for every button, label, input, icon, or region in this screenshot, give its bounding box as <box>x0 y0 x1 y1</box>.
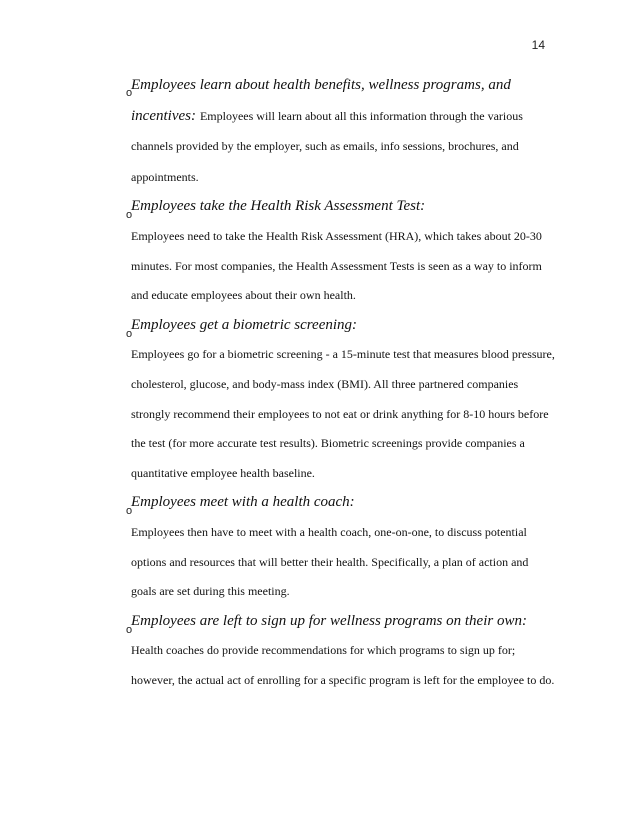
bullet-marker: o <box>126 623 133 636</box>
bullet-marker: o <box>126 209 133 222</box>
bullet-marker: o <box>126 87 133 99</box>
item-text: Health coaches do provide recommendations for which programs to sign up for; however, the actual act of enrolling for a specific program is left for the employee to do. <box>131 643 555 687</box>
page-number: 14 <box>531 38 545 52</box>
item-text: Employees go for a biometric screening - a 15-minute test that measures blood pressure, cholesterol, glucose, and body-mass index (BMI). All three partnered companies strongly recommend their employees to not eat or drink anything for 8-10 hours before the test (for more accurate test results). Biometric screenings provide companies a quantitative employee health baseline. <box>131 347 555 480</box>
item-heading: Employees take the Health Risk Assessment Test: <box>131 198 426 215</box>
list-item <box>126 311 555 489</box>
list-item <box>126 192 555 310</box>
item-text: Employees need to take the Health Risk Assessment (HRA), which takes about 20-30 minutes. For most companies, the Health Assessment Tests is seen as a way to inform and educate employees about their own health. <box>131 228 542 303</box>
item-heading: Employees learn about health benefits, wellness programs, and incentives: <box>131 77 511 124</box>
item-heading: Employees are left to sign up for wellness programs on their own: <box>131 612 527 629</box>
bullet-marker: o <box>126 505 133 518</box>
list-item <box>126 70 555 192</box>
bullet-marker: o <box>126 327 133 340</box>
list-item <box>126 488 555 606</box>
item-text: Employees will learn about all this information through the various channels provided by the employer, such as emails, info sessions, brochures, and appointments. <box>131 108 523 184</box>
list-item <box>126 607 555 696</box>
item-heading: Employees meet with a health coach: <box>131 494 355 511</box>
item-text: Employees then have to meet with a health coach, one-on-one, to discuss potential options and resources that will better their health. Specifically, a plan of action and goals are set during this meeting. <box>131 524 529 599</box>
document-body <box>115 70 555 695</box>
item-heading: Employees get a biometric screening: <box>131 316 358 333</box>
